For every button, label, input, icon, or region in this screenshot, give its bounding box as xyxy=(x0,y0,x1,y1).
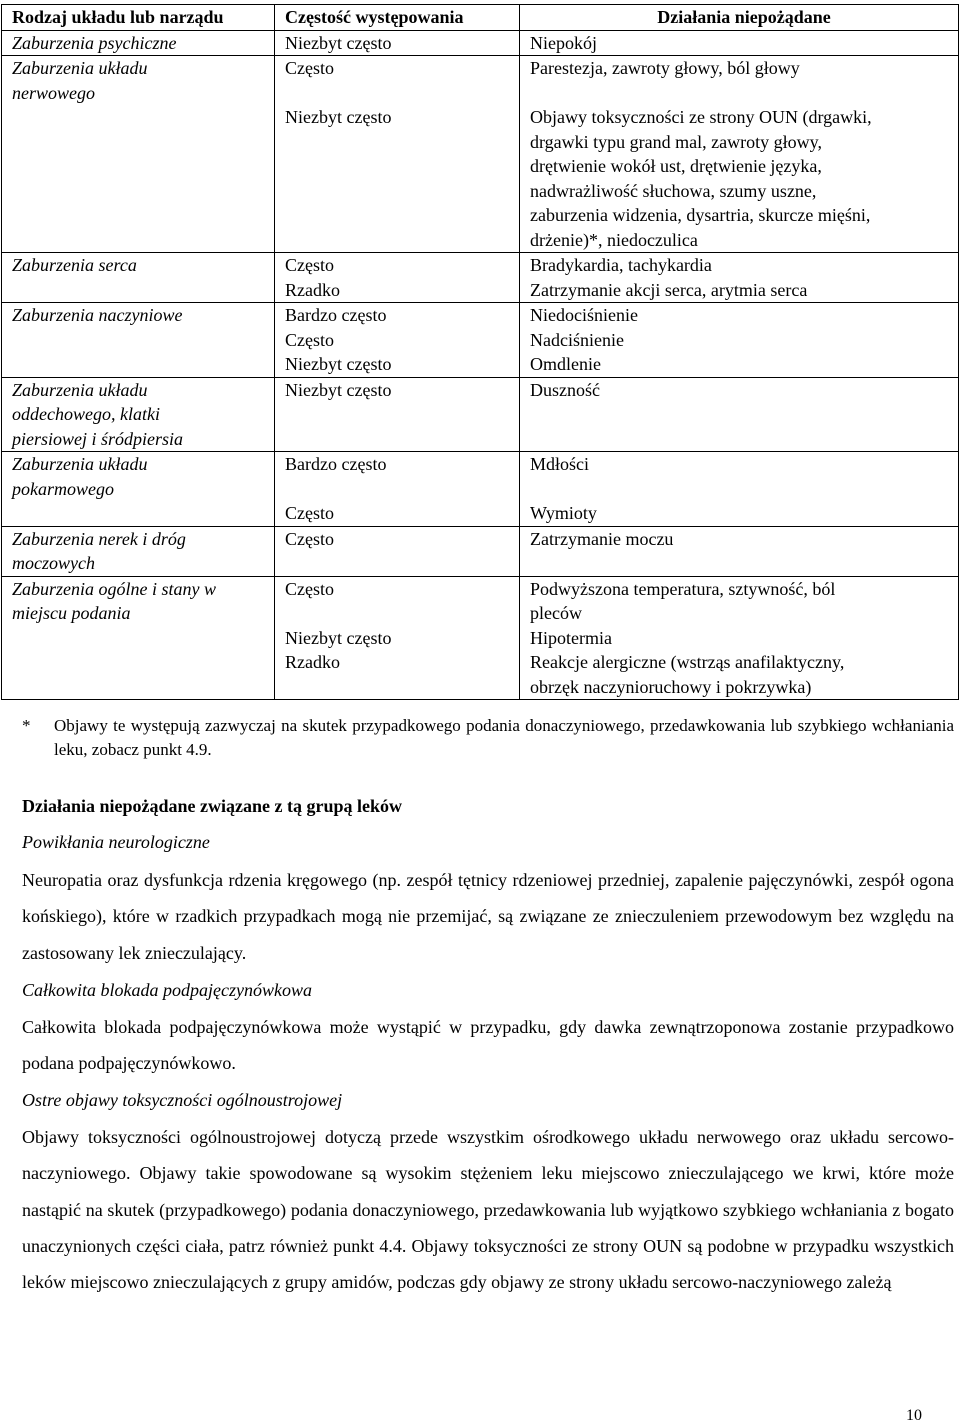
system-cell xyxy=(2,303,275,378)
effects-cell xyxy=(520,526,959,576)
frequency-line: Często xyxy=(285,578,334,599)
frequency-cell xyxy=(275,253,520,303)
subheading-total-spinal-block: Całkowita blokada podpajęczynówkowa xyxy=(22,980,312,1000)
effects-line: Parestezja, zawroty głowy, ból głowy xyxy=(530,58,800,78)
effects-cell xyxy=(520,452,959,527)
paragraph-systemic-toxicity: Objawy toksyczności ogólnoustrojowej dotyczą przede wszystkim ośrodkowego układu nerwowego oraz układu sercowo-naczyniowego. Objawy takie spowodowane są wysokim stężeniem leku miejscowo znieczulającego we krwi, które może nastąpić na skutek (przypadkowego) podania donaczyniowego, przedawkowania lub wyjątkowo szybkiego wchłaniania z bogato unaczynionych części ciała, patrz również punkt 4.4. Objawy toksyczności ze strony OUN są podobne w przypadku wszystkich leków miejscowo znieczulających z grupy amidów, podczas gdy objawy ze strony układu sercowo-naczyniowego zależą xyxy=(22,1127,954,1293)
effects-line: drżenie)*, niedoczulica xyxy=(530,229,698,250)
effects-line: Niedociśnienie xyxy=(530,305,638,325)
header-system: Rodzaj układu lub narządu xyxy=(2,5,275,31)
frequency-line: Często xyxy=(285,528,334,549)
frequency-line xyxy=(285,601,519,626)
table-row xyxy=(2,303,959,378)
frequency-line: Rzadko xyxy=(285,279,340,300)
system-line: piersiowej i śródpiersia xyxy=(12,428,184,449)
effects-line: Zatrzymanie akcji serca, arytmia serca xyxy=(530,279,808,300)
system-line: nerwowego xyxy=(12,82,95,103)
effects-line: nadwrażliwość słuchowa, szumy uszne, xyxy=(530,180,817,201)
effects-line: Objawy toksyczności ze strony OUN (drgawki, xyxy=(530,107,872,127)
table-row xyxy=(2,377,959,452)
effects-line: Reakcje alergiczne (wstrząs anafilaktyczny, xyxy=(530,652,845,672)
effects-line: obrzęk naczynioruchowy i pokrzywka) xyxy=(530,676,812,697)
header-effects: Działania niepożądane xyxy=(520,5,959,31)
frequency-cell xyxy=(275,56,520,253)
system-line: pokarmowego xyxy=(12,478,114,499)
effects-cell xyxy=(520,30,959,56)
frequency-cell xyxy=(275,303,520,378)
table-row xyxy=(2,253,959,303)
system-line: Zaburzenia serca xyxy=(12,255,137,275)
table-row xyxy=(2,56,959,253)
effects-cell xyxy=(520,303,959,378)
header-frequency: Częstość występowania xyxy=(275,5,520,31)
system-cell xyxy=(2,56,275,253)
frequency-line: Często xyxy=(285,58,334,78)
system-line: Zaburzenia naczyniowe xyxy=(12,305,183,325)
frequency-cell xyxy=(275,452,520,527)
page-number: 10 xyxy=(906,1407,922,1424)
frequency-cell xyxy=(275,576,520,700)
effects-line xyxy=(530,81,958,106)
frequency-line: Bardzo często xyxy=(285,305,387,325)
system-line: oddechowego, klatki xyxy=(12,404,160,424)
frequency-cell xyxy=(275,30,520,56)
system-cell xyxy=(2,526,275,576)
effects-line: Niepokój xyxy=(530,32,597,53)
table-header-row xyxy=(2,5,959,31)
system-line: Zaburzenia układu xyxy=(12,379,148,400)
system-line: moczowych xyxy=(12,553,95,573)
table-row xyxy=(2,452,959,527)
system-cell xyxy=(2,30,275,56)
effects-line: Duszność xyxy=(530,379,600,400)
system-line: Zaburzenia psychiczne xyxy=(12,32,177,53)
frequency-line: Niezbyt często xyxy=(285,379,392,400)
paragraph-total-spinal-block: Całkowita blokada podpajęczynówkowa może wystąpić w przypadku, gdy dawka zewnątrzoponowa zostanie przypadkowo podana podpajęczynówkowo. xyxy=(22,1017,954,1074)
effects-line xyxy=(530,477,958,502)
effects-line: Podwyższona temperatura, sztywność, ból xyxy=(530,578,836,599)
effects-line: Nadciśnienie xyxy=(530,329,624,350)
effects-line: zaburzenia widzenia, dysartria, skurcze mięśni, xyxy=(530,205,871,225)
system-line: Zaburzenia nerek i dróg xyxy=(12,528,186,549)
frequency-cell xyxy=(275,526,520,576)
footnote-text: Objawy te występują zazwyczaj na skutek przypadkowego podania donaczyniowego, przedawkowania lub szybkiego wchłaniania leku, zobacz punkt 4.9. xyxy=(54,716,954,759)
frequency-line xyxy=(285,81,519,106)
system-cell xyxy=(2,452,275,527)
system-cell xyxy=(2,253,275,303)
effects-line: drętwienie wokół ust, drętwienie języka, xyxy=(530,156,822,176)
system-line: Zaburzenia ogólne i stany w xyxy=(12,578,217,599)
effects-line: Zatrzymanie moczu xyxy=(530,528,674,549)
effects-line: pleców xyxy=(530,603,582,623)
effects-cell xyxy=(520,56,959,253)
effects-cell xyxy=(520,377,959,452)
frequency-line: Niezbyt często xyxy=(285,32,392,53)
frequency-line: Bardzo często xyxy=(285,454,387,474)
effects-line: Mdłości xyxy=(530,454,590,474)
frequency-line: Często xyxy=(285,503,334,523)
frequency-line: Niezbyt często xyxy=(285,354,392,374)
frequency-cell xyxy=(275,377,520,452)
table-row xyxy=(2,526,959,576)
system-line: Zaburzenia układu xyxy=(12,58,148,78)
subheading-systemic-toxicity: Ostre objawy toksyczności ogólnoustrojowej xyxy=(22,1090,343,1110)
effects-line: drgawki typu grand mal, zawroty głowy, xyxy=(530,131,822,152)
effects-line: Wymioty xyxy=(530,503,597,523)
frequency-line: Rzadko xyxy=(285,652,340,672)
section-heading: Działania niepożądane związane z tą grupą leków xyxy=(22,796,402,816)
frequency-line xyxy=(285,477,519,502)
frequency-line: Niezbyt często xyxy=(285,627,392,648)
paragraph-neurological: Neuropatia oraz dysfunkcja rdzenia kręgowego (np. zespół tętnicy rdzeniowej przedniej, zapalenie pajęczynówki, zespół ogona końskiego), które w rzadkich przypadkach mogą nie przemijać, są związane ze znieczuleniem przewodowym bez względu na zastosowany lek znieczulający. xyxy=(22,870,954,963)
frequency-line: Często xyxy=(285,255,334,275)
system-cell xyxy=(2,377,275,452)
frequency-line: Często xyxy=(285,329,334,350)
system-line: Zaburzenia układu xyxy=(12,454,148,474)
effects-cell xyxy=(520,253,959,303)
table-row xyxy=(2,30,959,56)
effects-cell xyxy=(520,576,959,700)
system-cell xyxy=(2,576,275,700)
footnote-marker: * xyxy=(22,716,31,735)
effects-line: Bradykardia, tachykardia xyxy=(530,255,712,275)
adverse-effects-table xyxy=(1,4,959,700)
frequency-line: Niezbyt często xyxy=(285,107,392,127)
effects-line: Omdlenie xyxy=(530,354,601,374)
system-line: miejscu podania xyxy=(12,603,131,623)
table-row xyxy=(2,576,959,700)
footnote xyxy=(22,714,954,762)
subheading-neurological: Powikłania neurologiczne xyxy=(22,832,210,852)
effects-line: Hipotermia xyxy=(530,627,612,648)
